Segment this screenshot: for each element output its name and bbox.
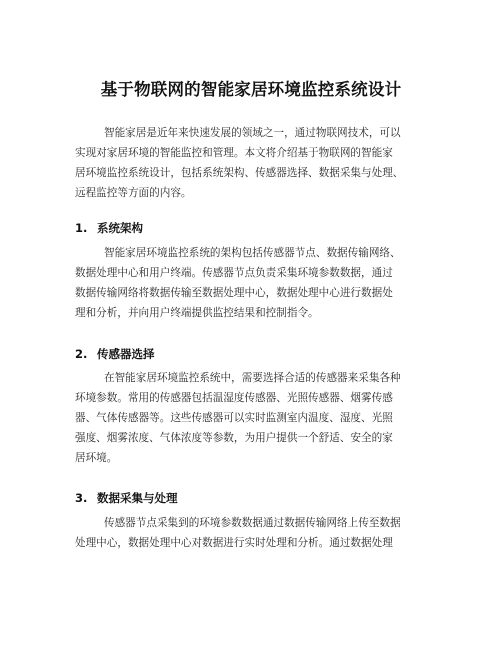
intro-line: 居环境监控系统设计，包括系统架构、传感器选择、数据采集与处理、 [75,167,404,179]
section-line: 强度、烟雾浓度、气体浓度等参数，为用户提供一个舒适、安全的家 [75,432,393,444]
intro-line: 智能家居是近年来快速发展的领域之一，通过物联网技术，可以 [104,127,401,139]
document-title: 基于物联网的智能家居环境监控系统设计 [100,80,402,99]
section-number: 1. [75,221,88,235]
intro-line: 实现对家居环境的智能监控和管理。本文将介绍基于物联网的智能家 [75,147,393,159]
section-line: 数据传输网络将数据传输至数据处理中心，数据处理中心进行数据处 [75,287,393,299]
section-line: 理和分析，并向用户终端提供监控结果和控制指令。 [75,307,319,319]
section-heading [75,490,178,506]
section-line: 传感器节点采集到的环境参数数据通过数据传输网络上传至数据 [104,517,401,529]
section-title: 数据采集与处理 [97,491,178,505]
section-line: 器、气体传感器等。这些传感器可以实时监测室内温度、湿度、光照 [75,412,393,424]
section-heading [75,220,143,236]
section-line: 处理中心，数据处理中心对数据进行实时处理和分析。通过数据处理 [75,537,393,549]
section-heading [75,346,155,362]
section-line: 智能家居环境监控系统的架构包括传感器节点、数据传输网络、 [104,247,401,259]
section-number: 2. [75,347,88,361]
section-line: 在智能家居环境监控系统中，需要选择合适的传感器来采集各种 [104,372,401,384]
section-line: 数据处理中心和用户终端。传感器节点负责采集环境参数数据，通过 [75,267,393,279]
section-title: 系统架构 [97,221,143,235]
section-line: 环境参数。常用的传感器包括温湿度传感器、光照传感器、烟雾传感 [75,392,393,404]
section-title: 传感器选择 [97,347,155,361]
intro-line: 远程监控等方面的内容。 [75,187,192,199]
section-number: 3. [75,491,88,505]
section-line: 居环境。 [75,452,118,464]
